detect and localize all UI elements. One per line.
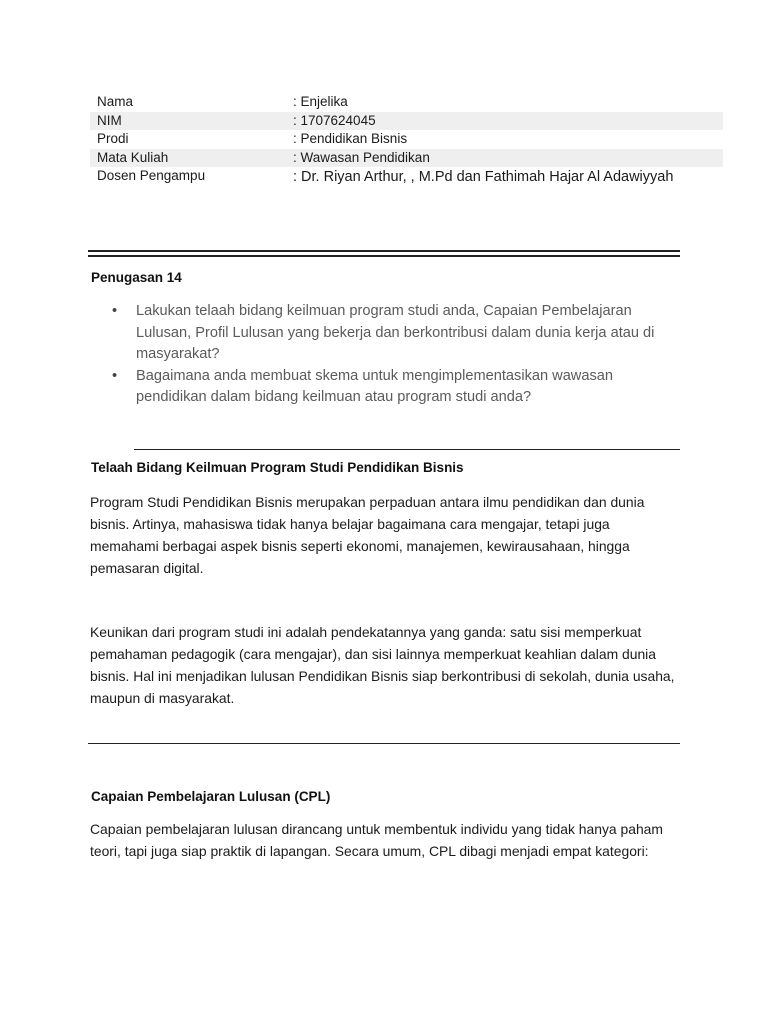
double-divider — [88, 250, 680, 257]
bullet-icon: • — [112, 367, 118, 384]
bullet-icon: • — [112, 303, 118, 319]
identity-value: : Pendidikan Bisnis — [293, 131, 408, 147]
section-divider — [88, 743, 680, 744]
identity-label: Dosen Pengampu — [97, 168, 206, 184]
section-divider — [134, 449, 680, 450]
section-title: Telaah Bidang Keilmuan Program Studi Pendidikan Bisnis — [91, 460, 464, 475]
identity-label: NIM — [90, 112, 286, 131]
identity-row-mata-kuliah — [90, 149, 723, 168]
paragraph: Keunikan dari program studi ini adalah pendekatannya yang ganda: satu sisi memperkuat pemahaman pedagogik (cara mengajar), dan sisi lainnya memperkuat keahlian dalam dunia bisnis. Hal ini menjadikan lulusan Pendidikan Bisnis siap berkontribusi di sekolah, dunia usaha, maupun di masyarakat. — [90, 624, 675, 706]
paragraph: Program Studi Pendidikan Bisnis merupakan perpaduan antara ilmu pendidikan dan dunia bisnis. Artinya, mahasiswa tidak hanya belajar bagaimana cara mengajar, tetapi juga memahami berbagai aspek bisnis seperti ekonomi, manajemen, kewirausahaan, hingga pemasaran digital. — [90, 494, 645, 576]
identity-row-dosen — [90, 167, 723, 187]
paragraph: Capaian pembelajaran lulusan dirancang untuk membentuk individu yang tidak hanya paham teori, tapi juga siap praktik di lapangan. Secara umum, CPL dibagi menjadi empat kategori: — [90, 821, 663, 859]
identity-label: Prodi — [97, 131, 129, 147]
identity-value: : Wawasan Pendidikan — [286, 149, 723, 168]
list-item — [108, 301, 683, 366]
identity-label: Nama — [97, 94, 134, 109]
list-item — [108, 366, 683, 409]
identity-row-prodi — [90, 130, 723, 149]
identity-value: : 1707624045 — [286, 112, 723, 131]
bullet-text: Bagaimana anda membuat skema untuk mengimplementasikan wawasan pendidikan dalam bidang keilmuan atau program studi anda? — [136, 367, 613, 405]
identity-label: Mata Kuliah — [90, 149, 286, 168]
identity-row-nim — [90, 112, 723, 131]
identity-row-nama — [90, 93, 723, 112]
identity-value: : Dr. Riyan Arthur, , M.Pd dan Fathimah Hajar Al Adawiyyah — [293, 169, 674, 186]
bullet-text: Lakukan telaah bidang keilmuan program studi anda, Capaian Pembelajaran Lulusan, Profil Lulusan yang bekerja dan berkontribusi dalam dunia kerja atau di masyarakat? — [136, 303, 655, 362]
assignment-title: Penugasan 14 — [91, 270, 182, 285]
section-title: Capaian Pembelajaran Lulusan (CPL) — [91, 789, 331, 804]
identity-table — [90, 93, 723, 187]
identity-value: : Enjelika — [293, 94, 348, 109]
assignment-bullet-list — [108, 301, 683, 409]
